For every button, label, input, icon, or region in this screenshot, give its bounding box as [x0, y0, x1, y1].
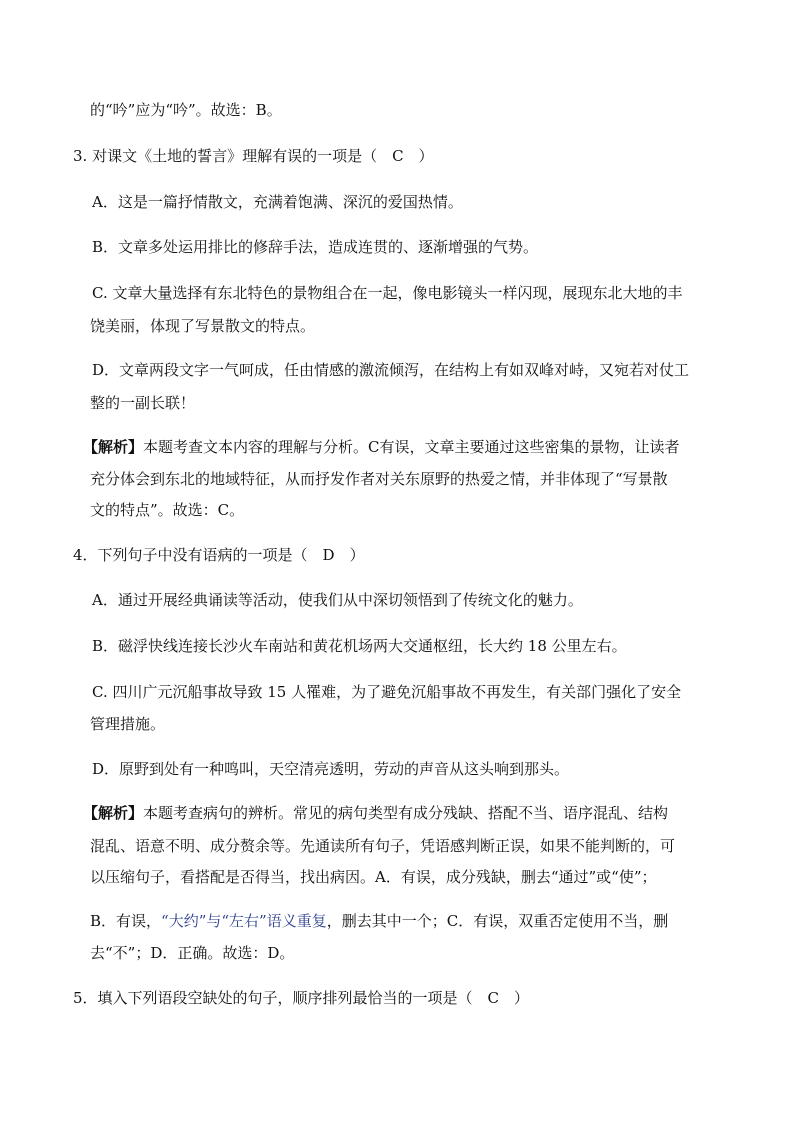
- option-c: C. 四川广元沉船事故导致 15 人罹难，为了避免沉船事故不再发生，有关部门强化了安全: [92, 683, 682, 701]
- option-a: A．通过开展经典诵读等活动，使我们从中深切领悟到了传统文化的魅力。: [92, 591, 583, 609]
- text-line: 整的一副长联！: [90, 394, 196, 412]
- text-line: 文的特点”。故选：C。: [90, 501, 245, 519]
- option-b: B．磁浮快线连接长沙火车南站和黄花机场两大交通枢纽，长大约 18 公里左右。: [92, 637, 627, 655]
- text-line: 混乱、语意不明、成分赘余等。先通读所有句子，凭语感判断正误，如果不能判断的，可: [90, 837, 676, 855]
- text-line: 以压缩句子，看搭配是否得当，找出病因。A．有误，成分残缺，删去“通过”或“使”；: [90, 868, 657, 886]
- text-segment: ，删去其中一个；C．有误，双重否定使用不当，删: [326, 912, 669, 930]
- text-line: 饶美丽，体现了写景散文的特点。: [90, 317, 316, 335]
- option-b: B．文章多处运用排比的修辞手法，造成连贯的、逐渐增强的气势。: [92, 238, 539, 256]
- analysis-line: [83, 803, 668, 823]
- option-a: A．这是一篇抒情散文，充满着饱满、深沉的爱国热情。: [92, 193, 463, 211]
- text-line: 去“不”；D．正确。故选：D。: [90, 944, 295, 962]
- text-line: 的“吟”应为“吟”。故选：B。: [90, 101, 282, 119]
- analysis-tag: 【解析】: [83, 804, 144, 822]
- option-d: D．原野到处有一种鸣叫，天空清亮透明，劳动的声音从这头响到那头。: [92, 760, 570, 778]
- analysis-tag: 【解析】: [83, 438, 144, 456]
- question-5: 5．填入下列语段空缺处的句子，顺序排列最恰当的一项是（ C ）: [73, 989, 530, 1007]
- text-line: 充分体会到东北的地域特征，从而抒发作者对关东原野的热爱之情，并非体现了“写景散: [90, 470, 668, 488]
- highlighted-text: “大约”与“左右”语义重复: [161, 912, 327, 930]
- option-d: D．文章两段文字一气呵成，任由情感的激流倾泻，在结构上有如双峰对峙，又宛若对仗工: [92, 361, 690, 379]
- text-line: [90, 911, 668, 931]
- text-segment: B．有误，: [90, 912, 162, 930]
- analysis-line: [83, 437, 680, 457]
- question-4: 4．下列句子中没有语病的一项是（ D ）: [73, 546, 365, 564]
- question-3: 3. 对课文《土地的誓言》理解有误的一项是（ C ）: [73, 147, 434, 165]
- option-c: C. 文章大量选择有东北特色的景物组合在一起，像电影镜头一样闪现，展现东北大地的丰: [92, 284, 683, 302]
- analysis-text: 本题考查文本内容的理解与分析。C有误，文章主要通过这些密集的景物，让读者: [143, 438, 680, 456]
- analysis-text: 本题考查病句的辨析。常见的病句类型有成分残缺、搭配不当、语序混乱、结构: [143, 804, 669, 822]
- text-line: 管理措施。: [90, 715, 166, 733]
